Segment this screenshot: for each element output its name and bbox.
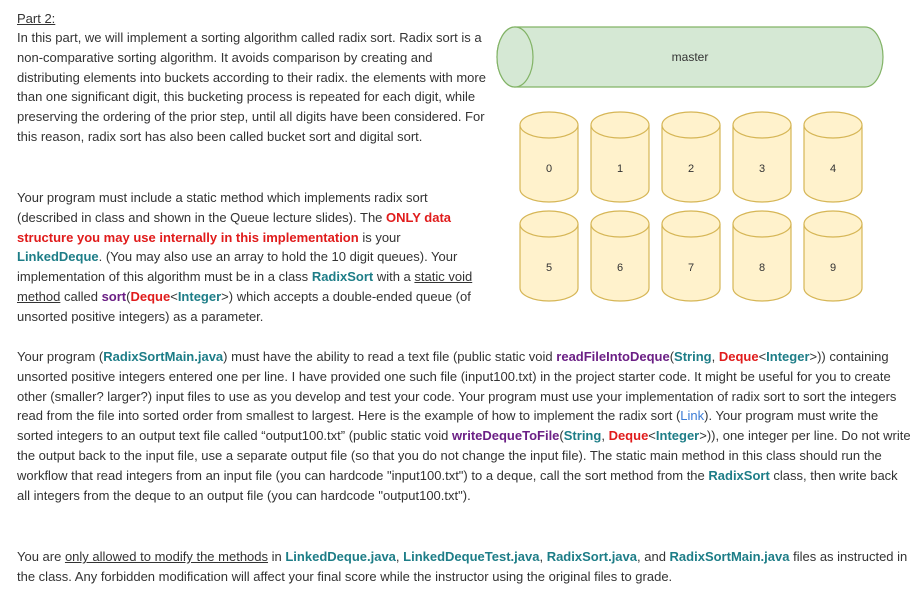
text: , <box>539 549 547 564</box>
bucket-label: 5 <box>545 262 553 274</box>
file-io-paragraph <box>17 347 912 505</box>
integer-type: Integer <box>177 288 222 304</box>
bucket-label: 6 <box>616 262 624 274</box>
bucket-1 <box>591 112 649 202</box>
deque-type: Deque <box>718 349 759 364</box>
integer-type: Integer <box>655 428 700 444</box>
only-allowed-underline: only allowed to modify the methods <box>64 549 269 564</box>
text: , <box>711 349 719 364</box>
bucket-lid <box>520 112 578 138</box>
bucket-layer <box>520 112 862 301</box>
deque-type: Deque <box>608 428 649 444</box>
text: >)), one integer per line. Do not write the output back to the input file, use a separate output file (so that you do not change the input file). The static main method in this class should run the workflow that read integers from an input file (you can hardcode "input100.txt") to a deque, call the sort method from the <box>17 428 911 483</box>
static-void-method-underline: static void method <box>17 269 473 304</box>
bucket-lid <box>662 211 720 237</box>
bucket-lid <box>733 112 791 138</box>
bucket-lid <box>733 211 791 237</box>
only-data-structure-emphasis: ONLY data structure you may use internally in this implementation <box>17 209 452 245</box>
bucket-lid <box>662 112 720 138</box>
bucket-5 <box>520 211 578 301</box>
text: is your <box>358 229 401 245</box>
master-queue-cap <box>497 27 533 87</box>
bucket-7 <box>662 211 720 301</box>
bucket-3 <box>733 112 791 202</box>
intro-paragraph: In this part, we will implement a sorting algorithm called radix sort. Radix sort is a non-comparative sorting algorithm. It avoids comparison by creating and distributing elements into buckets according to their radix. the elements with more than one significant digit, this bucketing process is repeated for each digit, while preserving the ordering of the prior step, until all digits have been considered. For this reason, radix sort has also been called bucket sort and digital sort. <box>17 30 486 144</box>
bucket-lid <box>804 211 862 237</box>
linkeddeque-class: LinkedDeque <box>17 249 99 265</box>
bucket-lid <box>591 112 649 138</box>
text: with a <box>373 269 415 285</box>
deque-type: Deque <box>130 288 171 304</box>
requirements-paragraph <box>17 188 487 327</box>
bucket-6 <box>591 211 649 301</box>
text: Your program must include a static method which implements radix sort (described in class and shown in the Queue lecture slides). The <box>17 190 428 225</box>
radixsort-class: RadixSort <box>311 269 374 285</box>
bucket-label: 8 <box>758 262 766 274</box>
buckets-svg <box>495 20 895 322</box>
bucket-0 <box>520 112 578 202</box>
text: ( <box>126 288 131 304</box>
bucket-label: 7 <box>687 262 695 274</box>
bucket-lid <box>804 112 862 138</box>
bucket-label: 3 <box>758 163 766 175</box>
bucket-lid <box>591 211 649 237</box>
text: ) must have the ability to read a text file (public static void <box>223 349 557 364</box>
part-heading: Part 2: <box>17 11 56 26</box>
bucket-4 <box>804 112 862 202</box>
text: files as instructed in the class. Any forbidden modification will affect your final score while the instructor using the original files to grade. <box>17 549 908 584</box>
bucket-label: 0 <box>545 163 553 175</box>
text: < <box>170 288 178 304</box>
text: You are <box>17 549 65 564</box>
bucket-label: 2 <box>687 163 695 175</box>
text: Your program ( <box>17 349 104 364</box>
text: < <box>758 349 767 364</box>
text: ). Your program must write the sorted integers to an output text file called “output100.txt” (public static void <box>17 408 879 444</box>
text: >)) containing unsorted positive integers entered one per line. I have provided one such file (input100.txt) in the project starter code. It might be useful for you to create other (smaller? larger?) input files to use as you develop and test your code. Your program must use your implementation of radix sort to sort the integers read from the file into sorted order from smallest to largest. Here is the example of how to implement the radix sort ( <box>17 349 897 424</box>
radixsort-class: RadixSort <box>708 467 770 483</box>
text: , <box>395 549 404 564</box>
modification-rules-paragraph <box>17 547 912 587</box>
text: class, then write back all integers from the deque to an output file (you can hardcode "output100.txt"). <box>17 467 898 503</box>
radix-sort-example-link[interactable]: Link <box>680 408 705 424</box>
integer-type: Integer <box>766 349 810 364</box>
radix-buckets-diagram <box>495 20 895 322</box>
bucket-label: 4 <box>829 163 837 175</box>
master-queue <box>497 27 883 87</box>
master-label: master <box>671 50 709 64</box>
radixsortmain-file: RadixSortMain.java <box>669 549 790 564</box>
text: in <box>268 549 286 564</box>
text: , and <box>637 549 670 564</box>
text: . (You may also use an array to hold the 10 digit queues). Your implementation of this algorithm must be in a class <box>17 249 458 285</box>
text: called <box>60 288 102 304</box>
linkeddequetest-file: LinkedDequeTest.java <box>403 549 540 564</box>
bucket-9 <box>804 211 862 301</box>
text: ( <box>669 349 675 364</box>
linkeddeque-file: LinkedDeque.java <box>285 549 396 564</box>
text: , <box>601 428 609 444</box>
text: < <box>648 428 656 444</box>
text: ( <box>559 428 564 444</box>
write-file-method: writeDequeToFile <box>452 428 560 444</box>
bucket-lid <box>520 211 578 237</box>
text: >) which accepts a double-ended queue (of unsorted positive integers) as a parameter. <box>17 288 471 324</box>
string-type: String <box>563 428 602 444</box>
bucket-label: 1 <box>616 163 624 175</box>
radixsortmain-file: RadixSortMain.java <box>103 349 224 364</box>
bucket-8 <box>733 211 791 301</box>
bucket-label: 9 <box>829 262 837 274</box>
string-type: String <box>674 349 712 364</box>
read-file-method: readFileIntoDeque <box>556 349 670 364</box>
bucket-2 <box>662 112 720 202</box>
sort-method: sort <box>101 288 127 304</box>
radixsort-file: RadixSort.java <box>546 549 638 564</box>
